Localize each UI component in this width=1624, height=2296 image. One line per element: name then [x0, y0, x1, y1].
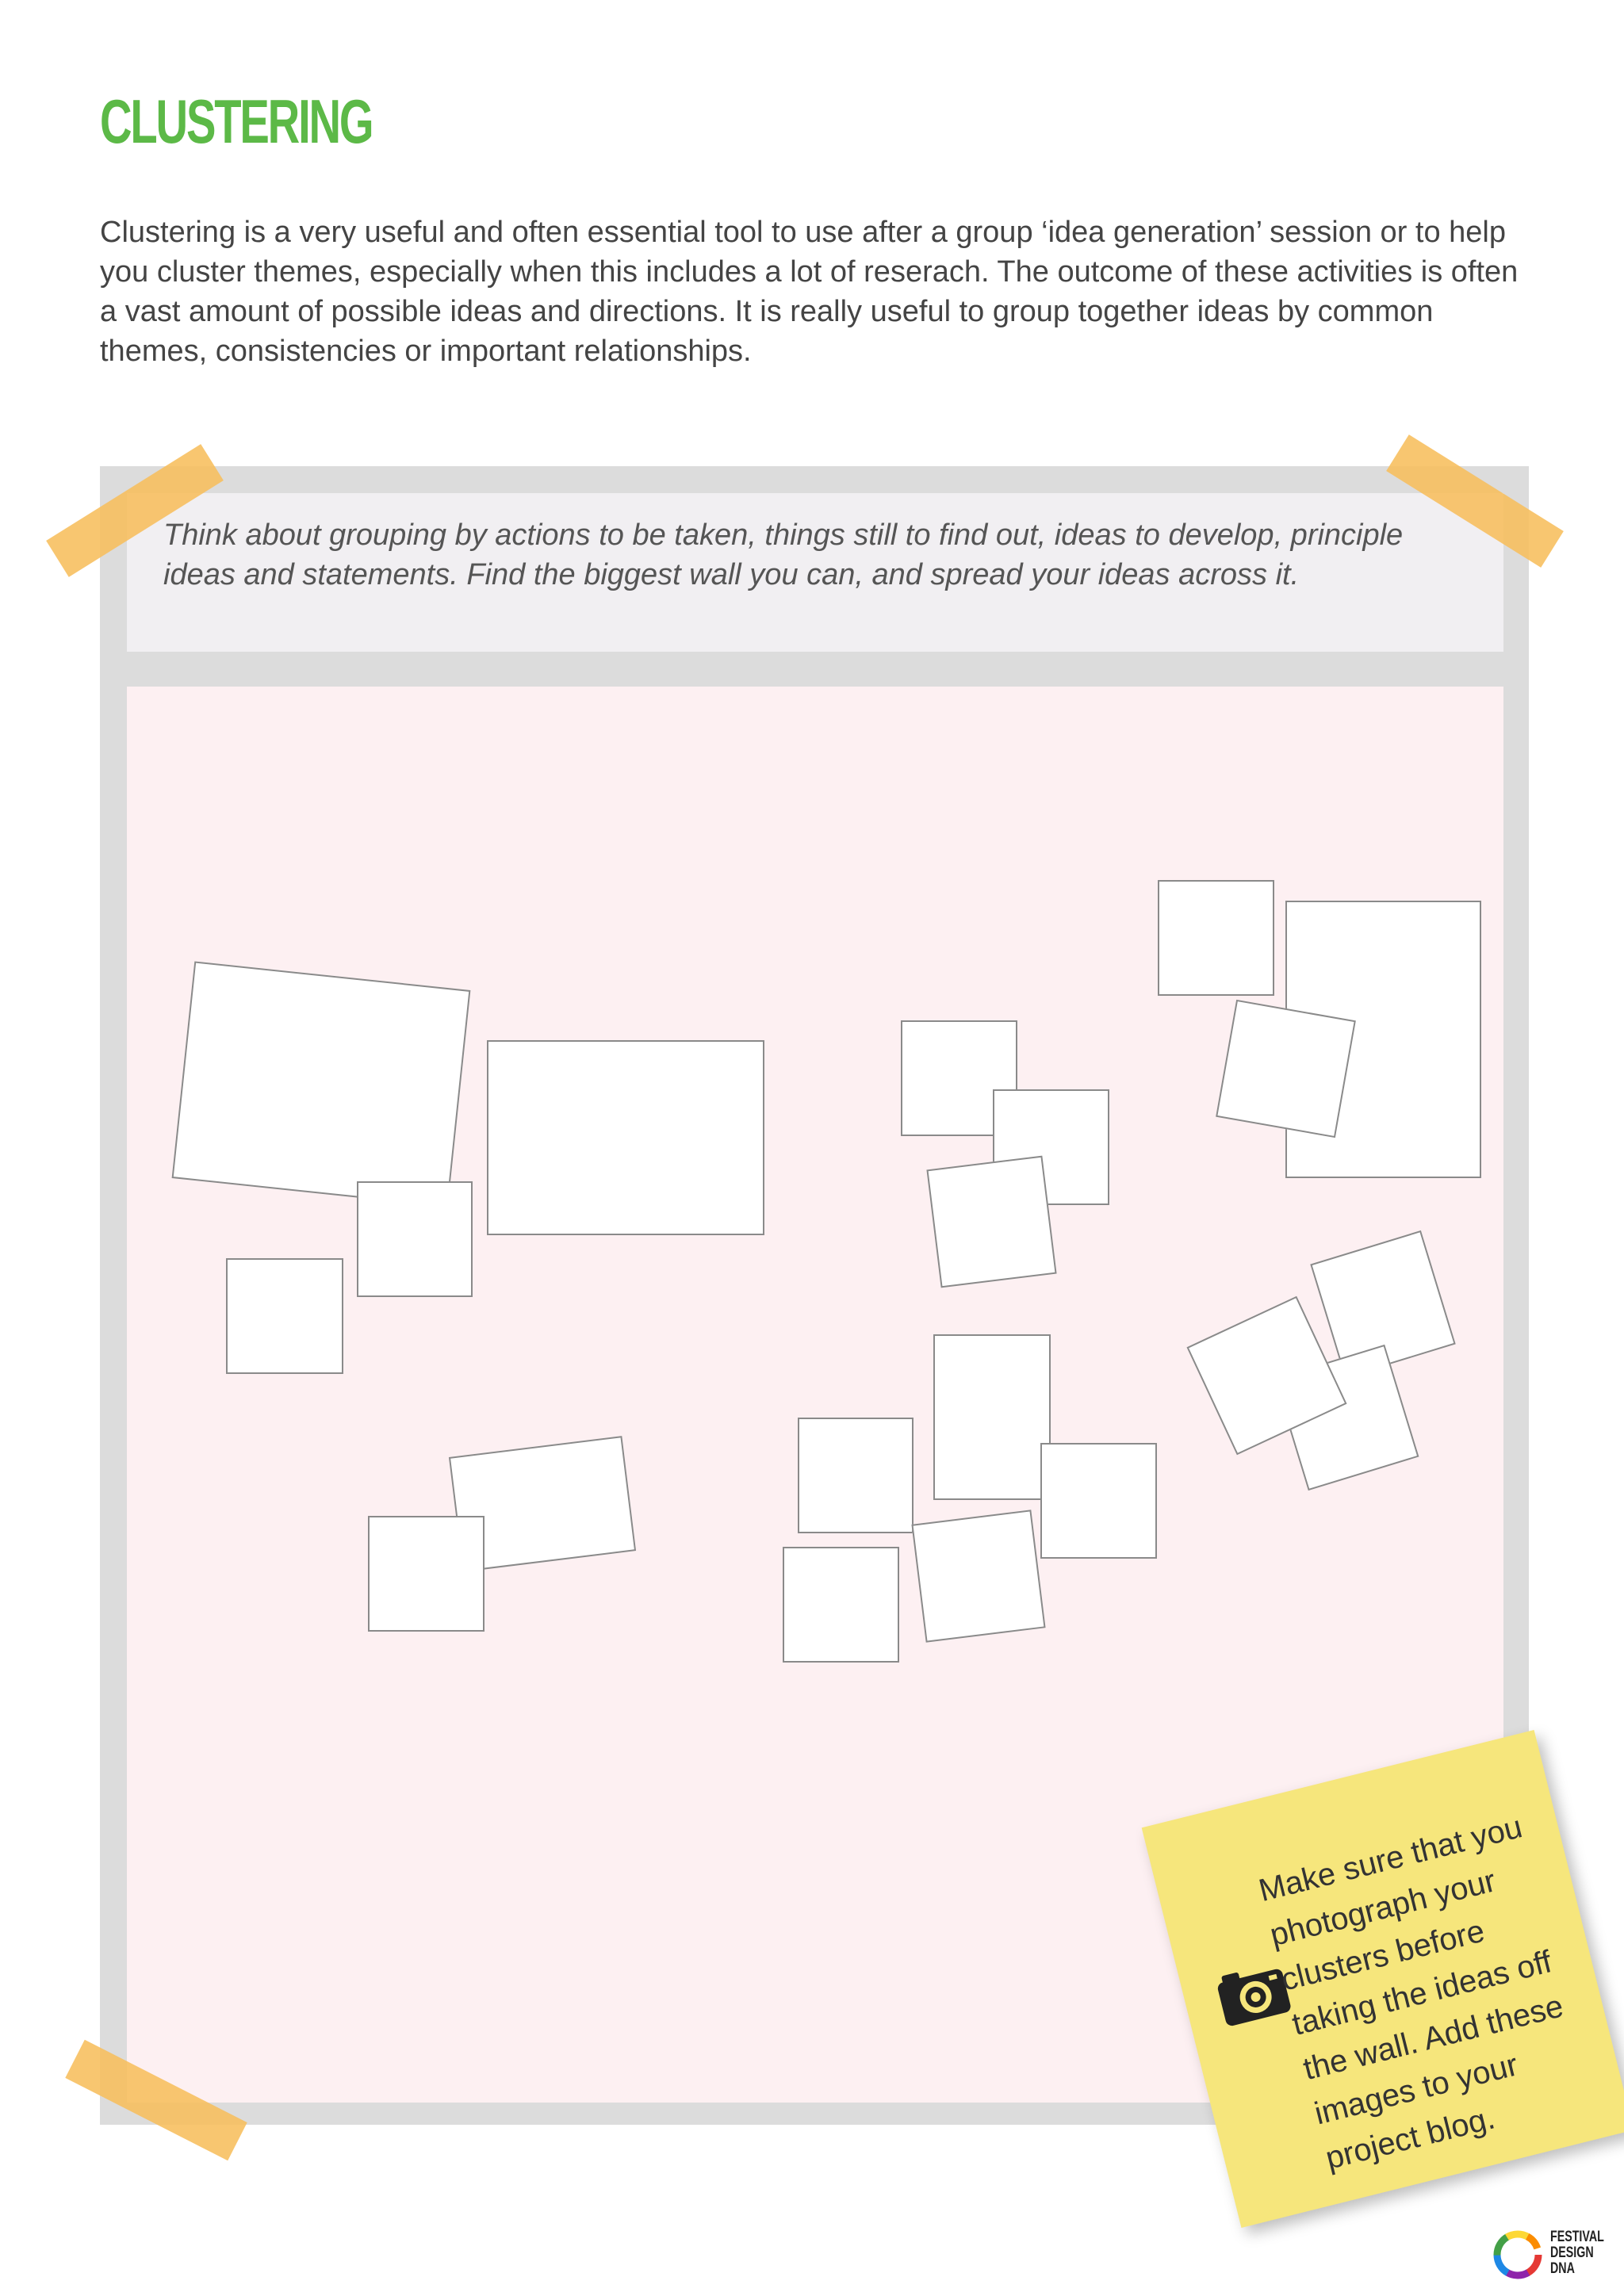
logo-wordmark: [1550, 2229, 1604, 2277]
intro-paragraph: Clustering is a very useful and often essential tool to use after a group ‘idea generation’ session or to help you cluster themes, especially when this includes a lot of reserach. The outcome of these activities is often a vast amount of possible ideas and directions. It is really useful to group together ideas by common themes, consistencies or important relationships.: [100, 216, 1519, 368]
idea-note: [368, 1516, 485, 1632]
idea-note: [798, 1418, 914, 1533]
idea-note: [926, 1156, 1056, 1288]
idea-note: [783, 1547, 899, 1663]
idea-note: [172, 961, 471, 1207]
idea-note: [226, 1258, 343, 1374]
logo-line: DNA: [1550, 2260, 1575, 2277]
idea-note: [1158, 880, 1274, 996]
tip-text: Think about grouping by actions to be taken, things still to find out, ideas to develop, principle ideas and statements. Find the biggest wall you can, and spread your ideas across it.: [163, 519, 1404, 591]
idea-note: [487, 1040, 764, 1235]
idea-note: [911, 1510, 1045, 1642]
idea-note: [1216, 1000, 1356, 1138]
logo-line: FESTIVAL: [1550, 2229, 1604, 2245]
idea-note: [933, 1334, 1051, 1500]
page-title: CLUSTERING: [100, 86, 373, 156]
logo-line: DESIGN: [1550, 2244, 1594, 2261]
sticky-note-text: Make sure that you photograph your clusters before taking the ideas off the wall. Add these images to your project blog.: [1255, 1809, 1567, 2176]
idea-note: [357, 1181, 473, 1297]
idea-note: [1040, 1443, 1157, 1559]
